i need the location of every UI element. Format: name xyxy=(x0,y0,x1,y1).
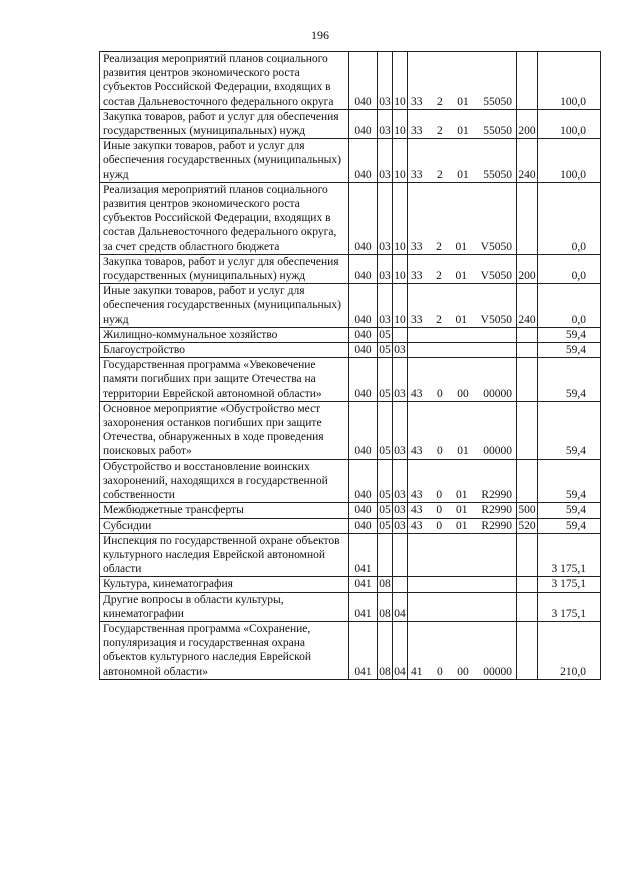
budget-table xyxy=(99,51,601,680)
row-ved-code: 040 xyxy=(349,358,378,402)
row-name: Обустройство и восстановление воинских захоронений, находящихся в государственной собственности xyxy=(100,459,349,503)
target-article-sub: 0 xyxy=(436,519,443,532)
target-article-code: R2990 xyxy=(481,489,512,502)
row-ved-code: 040 xyxy=(349,327,378,342)
target-article-sub: 0 xyxy=(436,489,443,502)
table-row xyxy=(100,52,601,110)
row-target-article xyxy=(408,592,517,621)
row-subsection-code: 10 xyxy=(393,52,408,110)
row-subsection-code: 04 xyxy=(393,621,408,679)
row-section-code: 05 xyxy=(379,344,391,357)
target-article-program: 33 xyxy=(411,168,423,181)
row-ved-code: 040 xyxy=(349,52,378,110)
row-target-article xyxy=(408,139,517,183)
target-article-sub: 2 xyxy=(436,240,442,253)
target-article-event: 01 xyxy=(455,240,468,253)
row-ved-code: 040 xyxy=(349,182,378,254)
target-article-code: V5050 xyxy=(480,270,512,283)
table-row xyxy=(100,459,601,503)
target-article-sub: 0 xyxy=(437,665,443,678)
row-amount: 59,4 xyxy=(538,358,601,402)
table-row xyxy=(100,401,601,459)
row-expense-type xyxy=(517,592,538,621)
row-target-article xyxy=(408,109,517,138)
row-expense-type: 200 xyxy=(517,109,538,138)
target-article-event: 01 xyxy=(457,95,469,108)
row-amount: 0,0 xyxy=(538,182,601,254)
target-article-sub: 2 xyxy=(437,95,443,108)
row-section-code xyxy=(378,533,393,577)
row-amount: 0,0 xyxy=(538,254,601,283)
page-number: 196 xyxy=(311,28,329,42)
row-expense-type: 240 xyxy=(517,139,538,183)
row-section-code: 03 xyxy=(378,254,393,283)
target-article-code: V5050 xyxy=(480,240,512,253)
target-article-program: 33 xyxy=(411,270,423,283)
row-section-code: 05 xyxy=(378,358,393,402)
row-target-article xyxy=(408,459,517,503)
target-article-event: 01 xyxy=(455,489,468,502)
row-target-article xyxy=(408,401,517,459)
row-amount: 59,4 xyxy=(538,518,601,533)
row-subsection-code: 10 xyxy=(393,284,408,328)
row-expense-type xyxy=(517,401,538,459)
row-target-article xyxy=(408,254,517,283)
row-target-article xyxy=(408,577,517,592)
row-name: Государственная программа «Сохранение, популяризация и государственная охрана объектов культурного наследия Еврейской автономной области» xyxy=(100,621,349,679)
row-name: Государственная программа «Увековечение памяти погибших при защите Отечества на территории Еврейской автономной области» xyxy=(100,358,349,402)
target-article-sub: 0 xyxy=(437,387,443,400)
row-expense-type: 240 xyxy=(517,284,538,328)
table-row xyxy=(100,182,601,254)
target-article-event: 00 xyxy=(457,665,469,678)
target-article-code: 00000 xyxy=(483,665,512,678)
target-article-event: 01 xyxy=(455,504,468,517)
target-article-event: 01 xyxy=(457,125,469,138)
row-expense-type xyxy=(517,327,538,342)
table-row xyxy=(100,284,601,328)
row-target-article xyxy=(408,358,517,402)
row-subsection-code: 04 xyxy=(393,592,408,621)
table-row xyxy=(100,518,601,533)
row-ved-code: 040 xyxy=(349,401,378,459)
target-article-event: 01 xyxy=(455,270,468,283)
row-expense-type: 200 xyxy=(517,254,538,283)
target-article-code: 55050 xyxy=(483,125,512,138)
row-ved-code: 041 xyxy=(349,592,378,621)
row-amount: 3 175,1 xyxy=(538,592,601,621)
row-ved-code: 041 xyxy=(349,533,378,577)
target-article-event: 01 xyxy=(457,445,469,458)
row-target-article xyxy=(408,533,517,577)
table-row xyxy=(100,254,601,283)
row-section-code: 03 xyxy=(378,52,393,110)
row-ved-code: 041 xyxy=(349,621,378,679)
row-subsection-code: 03 xyxy=(394,519,406,532)
target-article-code: V5050 xyxy=(480,313,512,326)
row-amount: 0,0 xyxy=(538,284,601,328)
row-section-code: 05 xyxy=(378,401,393,459)
row-subsection-code: 10 xyxy=(393,254,408,283)
row-name: Закупка товаров, работ и услуг для обеспечения государственных (муниципальных) нужд xyxy=(100,254,349,283)
row-ved-code: 040 xyxy=(349,518,378,533)
table-row xyxy=(100,109,601,138)
row-amount: 100,0 xyxy=(538,139,601,183)
table-row xyxy=(100,503,601,518)
row-expense-type xyxy=(517,621,538,679)
row-name: Благоустройство xyxy=(100,343,349,358)
row-name: Инспекция по государственной охране объектов культурного наследия Еврейской автономной области xyxy=(100,533,349,577)
row-section-code: 03 xyxy=(378,139,393,183)
row-section-code: 05 xyxy=(379,519,391,532)
target-article-program: 43 xyxy=(411,504,423,517)
target-article-event: 01 xyxy=(457,168,469,181)
row-amount: 59,4 xyxy=(538,327,601,342)
row-ved-code: 041 xyxy=(349,577,378,592)
row-amount: 3 175,1 xyxy=(538,577,601,592)
target-article-program: 33 xyxy=(411,240,423,253)
row-expense-type xyxy=(517,533,538,577)
row-amount: 210,0 xyxy=(538,621,601,679)
target-article-sub: 2 xyxy=(437,125,443,138)
target-article-program: 33 xyxy=(411,313,423,326)
target-article-sub: 2 xyxy=(436,313,442,326)
target-article-event: 01 xyxy=(455,313,468,326)
row-subsection-code: 03 xyxy=(393,401,408,459)
target-article-program: 33 xyxy=(411,95,423,108)
table-row xyxy=(100,592,601,621)
row-name: Закупка товаров, работ и услуг для обеспечения государственных (муниципальных) нужд xyxy=(100,109,349,138)
target-article-code: 55050 xyxy=(483,168,512,181)
row-expense-type xyxy=(517,577,538,592)
row-ved-code: 040 xyxy=(349,109,378,138)
row-name: Реализация мероприятий планов социального развития центров экономического роста субъектов Российской Федерации, входящих в состав Дальневосточного федерального округа xyxy=(100,52,349,110)
row-section-code: 03 xyxy=(378,109,393,138)
row-subsection-code xyxy=(393,327,408,342)
row-section-code: 08 xyxy=(378,592,393,621)
row-target-article xyxy=(408,621,517,679)
row-section-code: 05 xyxy=(379,328,391,341)
row-amount: 3 175,1 xyxy=(538,533,601,577)
table-row xyxy=(100,621,601,679)
row-ved-code: 040 xyxy=(349,343,378,358)
row-name: Межбюджетные трансферты xyxy=(100,503,349,518)
row-name: Культура, кинематография xyxy=(100,577,349,592)
row-target-article xyxy=(408,503,517,518)
row-name: Иные закупки товаров, работ и услуг для обеспечения государственных (муниципальных) нужд xyxy=(100,284,349,328)
row-amount: 59,4 xyxy=(538,503,601,518)
row-expense-type xyxy=(517,358,538,402)
row-target-article xyxy=(408,52,517,110)
target-article-sub: 2 xyxy=(437,168,443,181)
row-name: Основное мероприятие «Обустройство мест захоронения останков погибших при защите Отечества, обнаруженных в ходе проведения поисковых работ» xyxy=(100,401,349,459)
row-subsection-code: 10 xyxy=(393,139,408,183)
row-amount: 100,0 xyxy=(538,52,601,110)
table-row xyxy=(100,577,601,592)
target-article-sub: 0 xyxy=(436,504,443,517)
target-article-event: 00 xyxy=(457,387,469,400)
row-expense-type: 500 xyxy=(518,504,536,517)
row-target-article xyxy=(408,284,517,328)
row-target-article xyxy=(408,327,517,342)
target-article-program: 43 xyxy=(411,519,423,532)
row-ved-code: 040 xyxy=(349,503,378,518)
row-subsection-code: 10 xyxy=(393,109,408,138)
row-amount: 100,0 xyxy=(538,109,601,138)
row-subsection-code: 10 xyxy=(393,182,408,254)
row-expense-type xyxy=(517,52,538,110)
row-section-code: 03 xyxy=(378,284,393,328)
target-article-code: R2990 xyxy=(481,519,512,532)
row-expense-type: 520 xyxy=(518,519,536,532)
row-name: Иные закупки товаров, работ и услуг для обеспечения государственных (муниципальных) нужд xyxy=(100,139,349,183)
row-expense-type xyxy=(517,343,538,358)
row-subsection-code xyxy=(393,577,408,592)
row-section-code: 08 xyxy=(379,578,391,591)
table-row xyxy=(100,327,601,342)
row-subsection-code xyxy=(393,533,408,577)
table-body xyxy=(100,52,601,680)
row-target-article xyxy=(408,518,517,533)
target-article-code: 55050 xyxy=(483,95,512,108)
row-target-article xyxy=(408,182,517,254)
row-target-article xyxy=(408,343,517,358)
target-article-program: 43 xyxy=(411,445,423,458)
table-row xyxy=(100,139,601,183)
row-name: Субсидии xyxy=(100,518,349,533)
row-section-code: 08 xyxy=(378,621,393,679)
row-ved-code: 040 xyxy=(349,459,378,503)
row-name: Жилищно-коммунальное хозяйство xyxy=(100,327,349,342)
table-row xyxy=(100,533,601,577)
table-row xyxy=(100,343,601,358)
row-subsection-code: 03 xyxy=(394,504,406,517)
table-row xyxy=(100,358,601,402)
target-article-code: R2990 xyxy=(481,504,512,517)
row-expense-type xyxy=(517,459,538,503)
target-article-code: 00000 xyxy=(483,387,512,400)
row-name: Другие вопросы в области культуры, кинематографии xyxy=(100,592,349,621)
row-subsection-code: 03 xyxy=(393,358,408,402)
target-article-program: 41 xyxy=(411,665,423,678)
row-amount: 59,4 xyxy=(538,401,601,459)
row-section-code: 03 xyxy=(378,182,393,254)
row-ved-code: 040 xyxy=(349,139,378,183)
row-ved-code: 040 xyxy=(349,254,378,283)
row-expense-type xyxy=(517,182,538,254)
row-section-code: 05 xyxy=(379,504,391,517)
row-amount: 59,4 xyxy=(538,459,601,503)
row-section-code: 05 xyxy=(378,459,393,503)
target-article-event: 01 xyxy=(455,519,468,532)
target-article-sub: 0 xyxy=(437,445,443,458)
row-subsection-code: 03 xyxy=(393,459,408,503)
row-subsection-code: 03 xyxy=(394,344,406,357)
target-article-sub: 2 xyxy=(436,270,442,283)
target-article-program: 33 xyxy=(411,125,423,138)
row-name: Реализация мероприятий планов социального развития центров экономического роста субъектов Российской Федерации, входящих в состав Дальневосточного федерального округа, за счет средств областного бюджета xyxy=(100,182,349,254)
row-ved-code: 040 xyxy=(349,284,378,328)
target-article-program: 43 xyxy=(411,489,423,502)
row-amount: 59,4 xyxy=(538,343,601,358)
target-article-program: 43 xyxy=(411,387,423,400)
target-article-code: 00000 xyxy=(483,445,512,458)
